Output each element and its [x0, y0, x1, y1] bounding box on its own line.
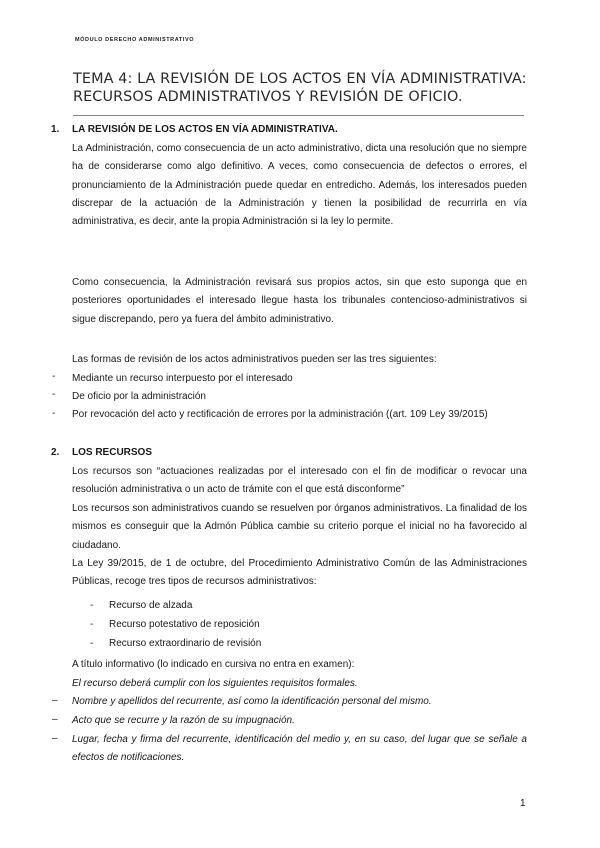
- recurso-type: Recurso potestativo de reposición: [109, 619, 260, 630]
- module-header: MÓDULO DERECHO ADMINISTRATIVO: [75, 37, 195, 43]
- section-2-heading: LOS RECURSOS: [72, 447, 153, 458]
- requirement-dash: –: [52, 695, 58, 706]
- requirement-item: Lugar, fecha y firma del recurrente, identificación del medio y, en su caso, del lugar que se señale a efectos de notificaciones.: [72, 734, 527, 764]
- page-title: [73, 70, 533, 106]
- title-line-2: RECURSOS ADMINISTRATIVOS Y REVISIÓN DE OFICIO.: [73, 89, 463, 105]
- list-dash: -: [52, 408, 56, 419]
- requirement-dash: –: [52, 733, 58, 744]
- type-dash: -: [90, 638, 94, 649]
- section-2-number: 2.: [51, 447, 60, 458]
- info-note: A título informativo (lo indicado en cursiva no entra en examen):: [72, 659, 355, 670]
- section-2-paragraph-1: Los recursos son “actuaciones realizadas por el interesado con el fin de modificar o revocar una resolución administrativa o un acto de trámite con el que está disconforme”: [72, 466, 527, 496]
- section-1-paragraph-1: La Administración, como consecuencia de un acto administrativo, dicta una resolución que no siempre ha de considerarse como algo definitivo. A veces, como consecuencia de defectos o errores, el pronunciamiento de la Administración puede quedar en entredicho. Además, los interesados pueden discrepar de la actuación de la Administración y tienen la posibilidad de recurrirla en vía administrativa, es decir, ante la propia Administración si la ley lo permite.: [72, 143, 527, 228]
- list-dash: -: [52, 389, 56, 400]
- section-2-paragraph-2: Los recursos son administrativos cuando se resuelven por órganos administrativos. La finalidad de los mismos es conseguir que la Admón Pública cambie su criterio porque el inicial no ha favorecido al ciudadano.: [72, 503, 527, 551]
- requirement-item: Nombre y apellidos del recurrente, así como la identificación personal del mismo.: [72, 696, 432, 707]
- title-line-1: TEMA 4: LA REVISIÓN DE LOS ACTOS EN VÍA ADMINISTRATIVA:: [73, 71, 527, 87]
- type-dash: -: [90, 619, 94, 630]
- section-1-heading: LA REVISIÓN DE LOS ACTOS EN VÍA ADMINISTRATIVA.: [72, 124, 338, 135]
- section-2-paragraph-3: La Ley 39/2015, de 1 de octubre, del Procedimiento Administrativo Común de las Administraciones Públicas, recoge tres tipos de recursos administrativos:: [72, 558, 527, 588]
- list-dash: -: [52, 371, 56, 382]
- list-item: Mediante un recurso interpuesto por el interesado: [72, 373, 293, 384]
- requirements-intro: El recurso deberá cumplir con los siguientes requisitos formales.: [72, 678, 358, 689]
- list-item: De oficio por la administración: [72, 391, 206, 402]
- section-1-number: 1.: [51, 124, 60, 135]
- title-divider: [73, 115, 524, 116]
- section-1-paragraph-3: Las formas de revisión de los actos administrativos pueden ser las tres siguientes:: [72, 354, 437, 365]
- recurso-type: Recurso de alzada: [109, 600, 193, 611]
- page-number: 1: [520, 798, 526, 809]
- requirement-item: Acto que se recurre y la razón de su impugnación.: [72, 715, 295, 726]
- list-item: Por revocación del acto y rectificación de errores por la administración ((art. 109 Ley 39/2015): [72, 409, 488, 420]
- section-1-paragraph-2: Como consecuencia, la Administración revisará sus propios actos, sin que esto suponga que en posteriores oportunidades el interesado llegue hasta los tribunales contencioso-administrativos si sigue discrepando, pero ya fuera del ámbito administrativo.: [72, 277, 527, 325]
- requirement-dash: –: [52, 714, 58, 725]
- recurso-type: Recurso extraordinario de revisión: [109, 638, 262, 649]
- type-dash: -: [90, 600, 94, 611]
